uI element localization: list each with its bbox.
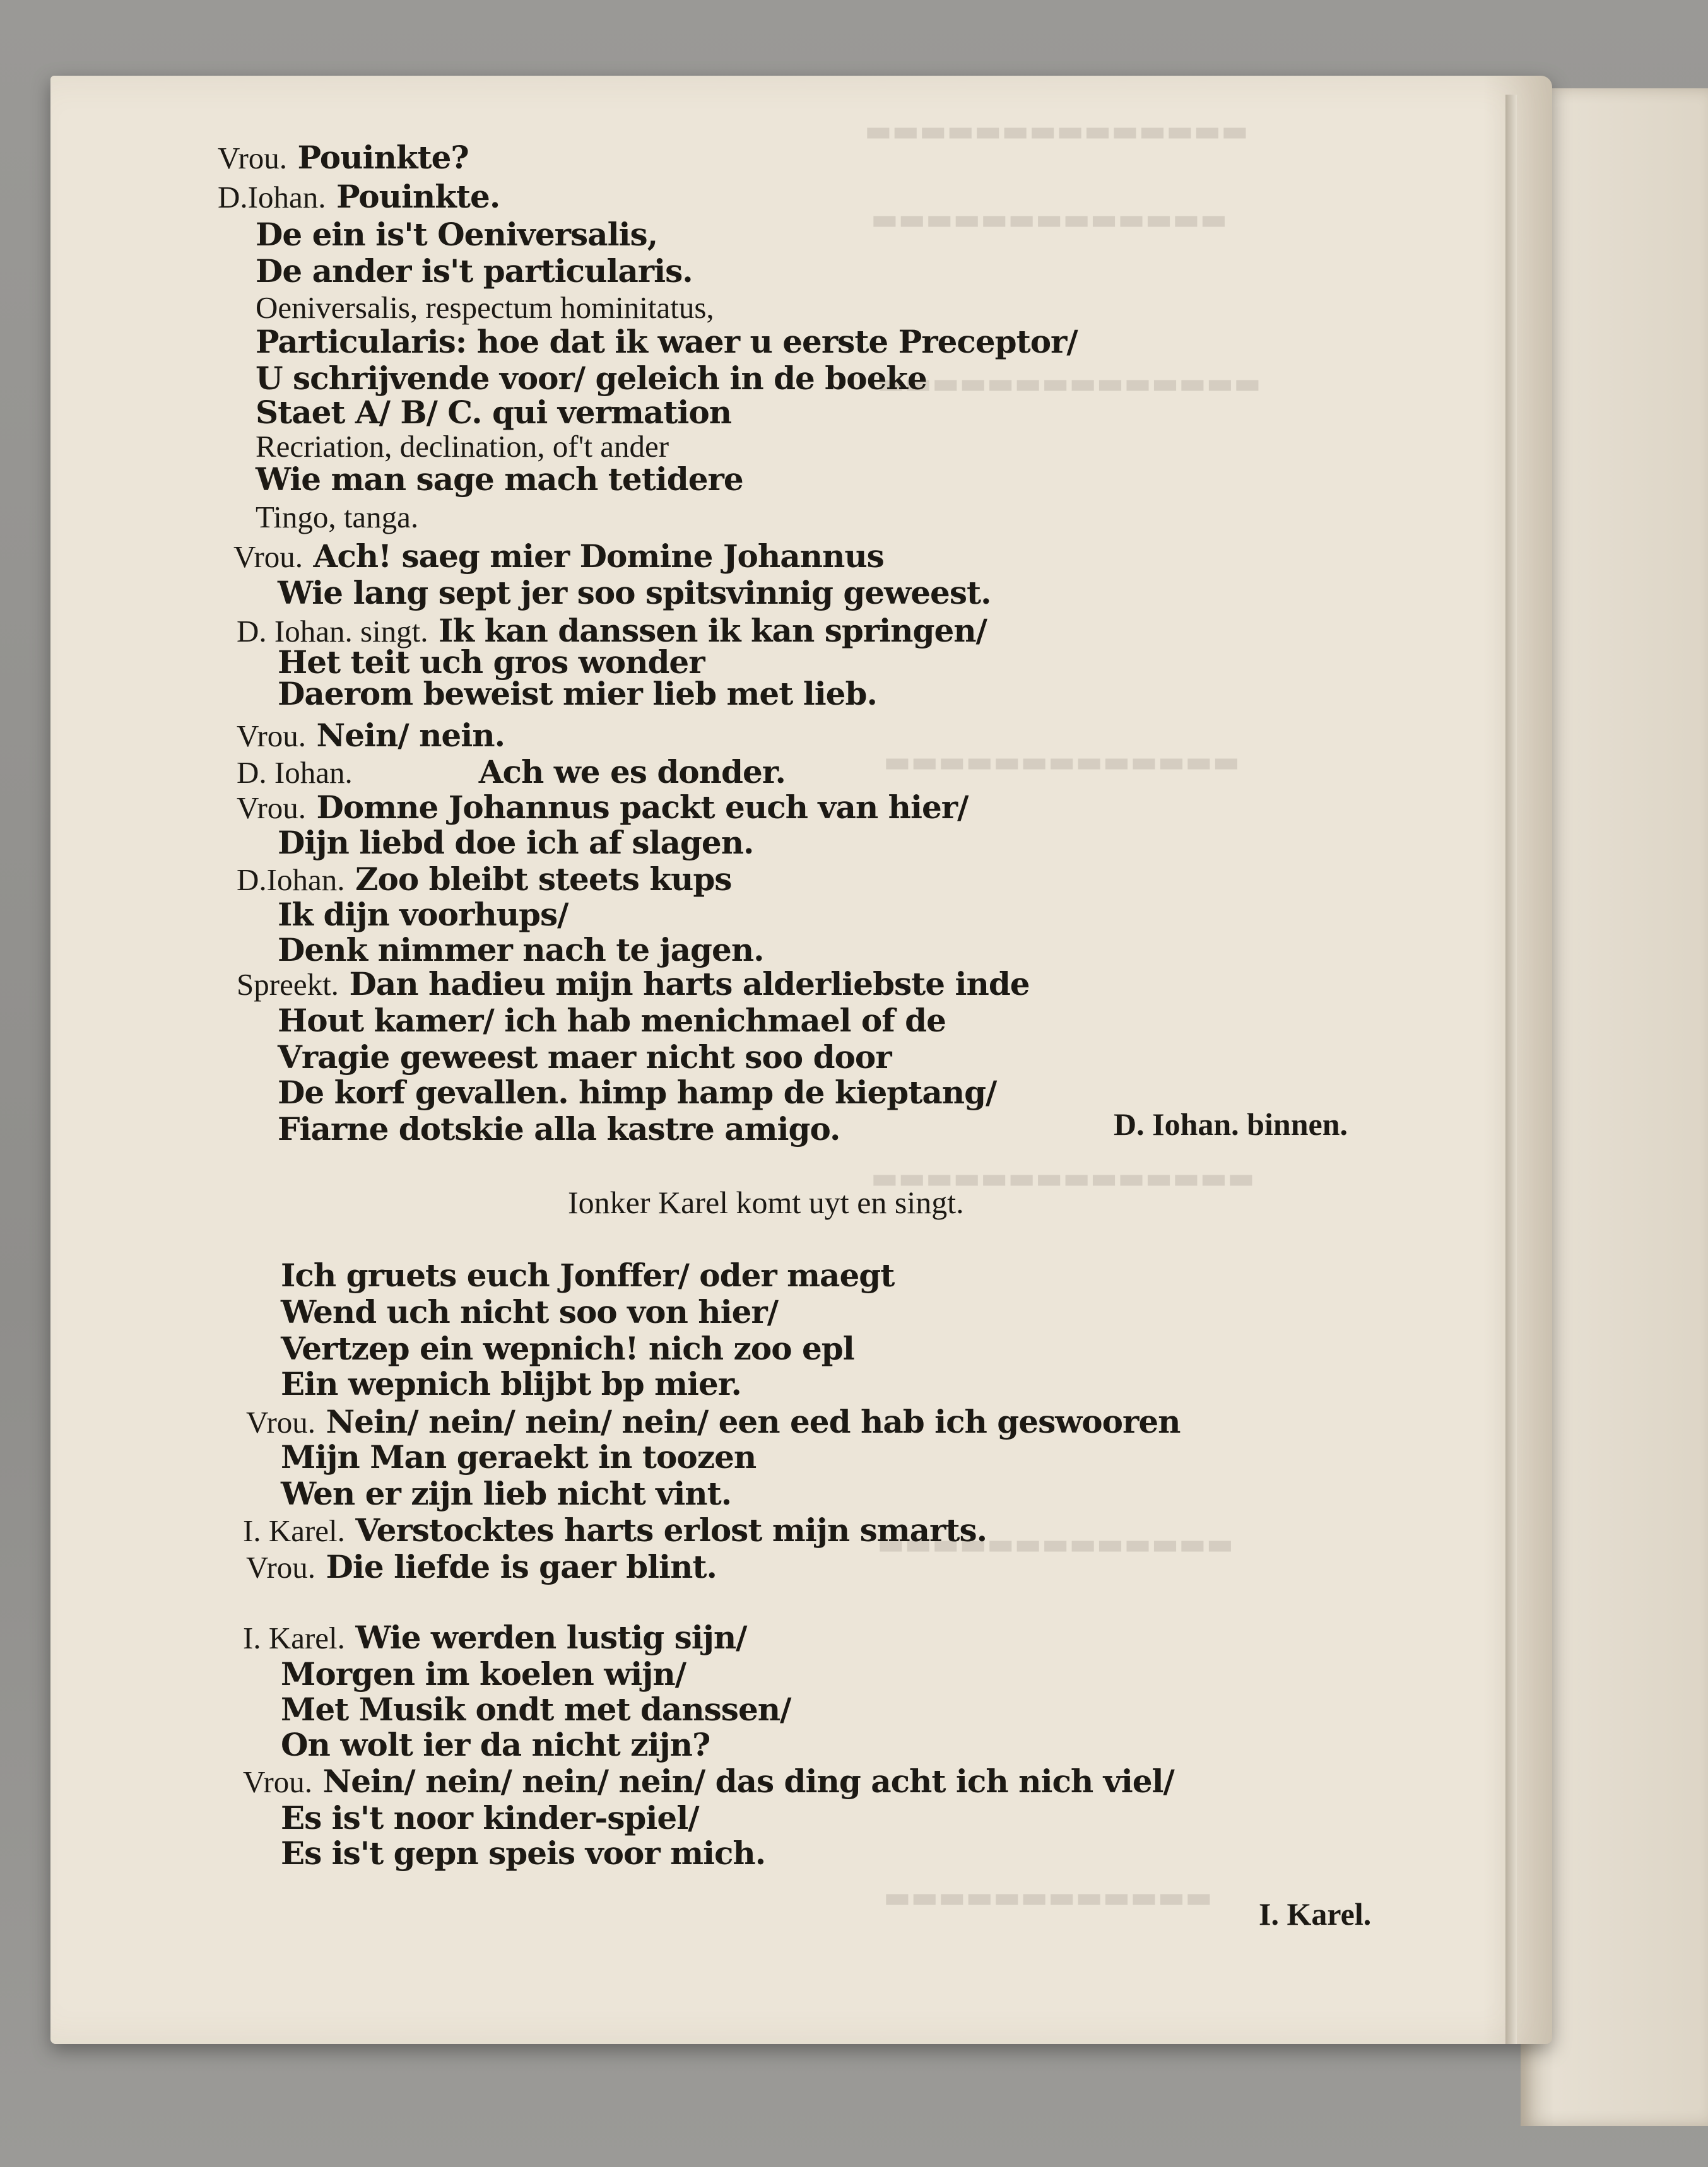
dialogue-line: Wie lang sept jer soo spitsvinnig geweest. — [278, 574, 991, 611]
dialogue-line — [218, 139, 469, 177]
dialogue-line: Denk nimmer nach te jagen. — [278, 931, 764, 968]
speaker-label: I. Karel. — [243, 1621, 345, 1655]
show-through-block: ▬▬▬▬▬▬▬▬▬▬▬▬▬▬ — [864, 114, 1249, 148]
dialogue-line: De korf gevallen. himp hamp de kieptang/ — [278, 1074, 997, 1111]
speaker-label: Vrou. — [218, 141, 288, 175]
dialogue-line: Fiarne dotskie alla kastre amigo. — [278, 1110, 840, 1148]
dialogue-line — [243, 1763, 1174, 1801]
dialogue-line — [246, 1548, 717, 1587]
dialogue-line: Staet A/ B/ C. qui vermation — [256, 394, 732, 431]
dialogue-text: Nein/ nein. — [316, 717, 505, 754]
dialogue-line: Ik dijn voorhups/ — [278, 896, 568, 933]
show-through-block: ▬▬▬▬▬▬▬▬▬▬▬▬▬ — [871, 202, 1228, 236]
page-gutter — [1505, 95, 1517, 2044]
dialogue-line: U schrijvende voor/ geleich in de boeke — [256, 360, 927, 397]
speaker-label: Spreekt. — [237, 967, 339, 1002]
dialogue-text: Ach we es donder. — [478, 753, 786, 790]
dialogue-line — [237, 965, 1030, 1004]
dialogue-line: Vragie geweest maer nicht soo door — [278, 1038, 892, 1076]
dialogue-text: Domne Johannus packt euch van hier/ — [316, 789, 969, 826]
dialogue-line: Es is't noor kinder-spiel/ — [281, 1799, 699, 1836]
dialogue-line — [237, 753, 786, 792]
dialogue-line — [246, 1403, 1180, 1442]
dialogue-line: Ein wepnich blijbt bp mier. — [281, 1365, 741, 1402]
dialogue-text: Pouinkte? — [297, 139, 469, 176]
dialogue-text: Wie werden lustig sijn/ — [355, 1619, 747, 1656]
catchword: I. Karel. — [1259, 1896, 1372, 1932]
speaker-label: Vrou. — [233, 539, 303, 574]
dialogue-line: Wen er zijn lieb nicht vint. — [281, 1475, 732, 1512]
dialogue-text: Ik kan danssen ik kan springen/ — [439, 612, 987, 649]
dialogue-line: Mijn Man geraekt in toozen — [281, 1438, 757, 1476]
dialogue-line — [243, 1512, 987, 1550]
speaker-label: D.Iohan. — [218, 180, 326, 214]
dialogue-text: Nein/ nein/ nein/ nein/ een eed hab ich geswooren — [326, 1403, 1181, 1440]
dialogue-line: Particularis: hoe dat ik waer u eerste Preceptor/ — [256, 323, 1078, 360]
dialogue-text: Verstocktes harts erlost mijn smarts. — [355, 1512, 987, 1549]
dialogue-line: Met Musik ondt met danssen/ — [281, 1691, 791, 1728]
show-through-block: ▬▬▬▬▬▬▬▬▬▬▬▬▬▬ — [877, 366, 1261, 400]
dialogue-line: Recriation, declination, of't ander — [256, 429, 669, 464]
speaker-label: I. Karel. — [243, 1513, 345, 1548]
show-through-block: ▬▬▬▬▬▬▬▬▬▬▬▬▬ — [877, 1527, 1234, 1561]
dialogue-text: Die liefde is gaer blint. — [326, 1548, 717, 1585]
speaker-label: D. Iohan. — [237, 755, 353, 790]
speaker-label: Vrou. — [237, 790, 307, 825]
dialogue-line — [237, 789, 968, 827]
dialogue-text: Ach! saeg mier Domine Johannus — [313, 537, 884, 575]
dialogue-line: De ein is't Oeniversalis, — [256, 216, 658, 253]
dialogue-line — [218, 178, 500, 216]
dialogue-line: Daerom beweist mier lieb met lieb. — [278, 675, 877, 712]
dialogue-line: Tingo, tanga. — [256, 500, 419, 534]
dialogue-line — [243, 1619, 746, 1657]
speaker-label: Vrou. — [243, 1765, 313, 1799]
dialogue-line: Ich gruets euch Jonffer/ oder maegt — [281, 1257, 895, 1294]
stage-direction: D. Iohan. binnen. — [1114, 1107, 1348, 1142]
speaker-label: D.Iohan. — [237, 862, 345, 897]
scene-heading: Ionker Karel komt uyt en singt. — [568, 1185, 964, 1220]
speaker-label: Vrou. — [237, 719, 307, 753]
dialogue-line — [237, 717, 505, 755]
dialogue-line: Oeniversalis, respectum hominitatus, — [256, 290, 714, 325]
show-through-block: ▬▬▬▬▬▬▬▬▬▬▬▬ — [883, 1880, 1213, 1914]
speaker-label: D. Iohan. singt. — [237, 614, 428, 649]
show-through-block: ▬▬▬▬▬▬▬▬▬▬▬▬▬▬ — [871, 1161, 1255, 1195]
dialogue-line: De ander is't particularis. — [256, 252, 693, 290]
speaker-label: Vrou. — [246, 1550, 316, 1585]
dialogue-line: Vertzep ein wepnich! nich zoo epl — [281, 1330, 854, 1367]
dialogue-line: Het teit uch gros wonder — [278, 643, 705, 681]
dialogue-text: Nein/ nein/ nein/ nein/ das ding acht ich nich viel/ — [322, 1763, 1174, 1800]
dialogue-line — [233, 537, 884, 576]
dialogue-line: Wie man sage mach tetidere — [256, 461, 743, 498]
dialogue-text: Zoo bleibt steets kups — [355, 860, 732, 898]
dialogue-text: Pouinkte. — [336, 178, 500, 215]
dialogue-line: Es is't gepn speis voor mich. — [281, 1835, 766, 1872]
show-through-block: ▬▬▬▬▬▬▬▬▬▬▬▬▬ — [883, 744, 1240, 778]
dialogue-line: Hout kamer/ ich hab menichmael of de — [278, 1002, 946, 1039]
dialogue-line: Dijn liebd doe ich af slagen. — [278, 824, 754, 861]
dialogue-line — [237, 860, 731, 899]
dialogue-line: Morgen im koelen wijn/ — [281, 1655, 686, 1693]
dialogue-line: Wend uch nicht soo von hier/ — [281, 1293, 778, 1330]
speaker-label: Vrou. — [246, 1405, 316, 1440]
dialogue-line: On wolt ier da nicht zijn? — [281, 1726, 710, 1763]
dialogue-text: Dan hadieu mijn harts alderliebste inde — [349, 965, 1030, 1002]
